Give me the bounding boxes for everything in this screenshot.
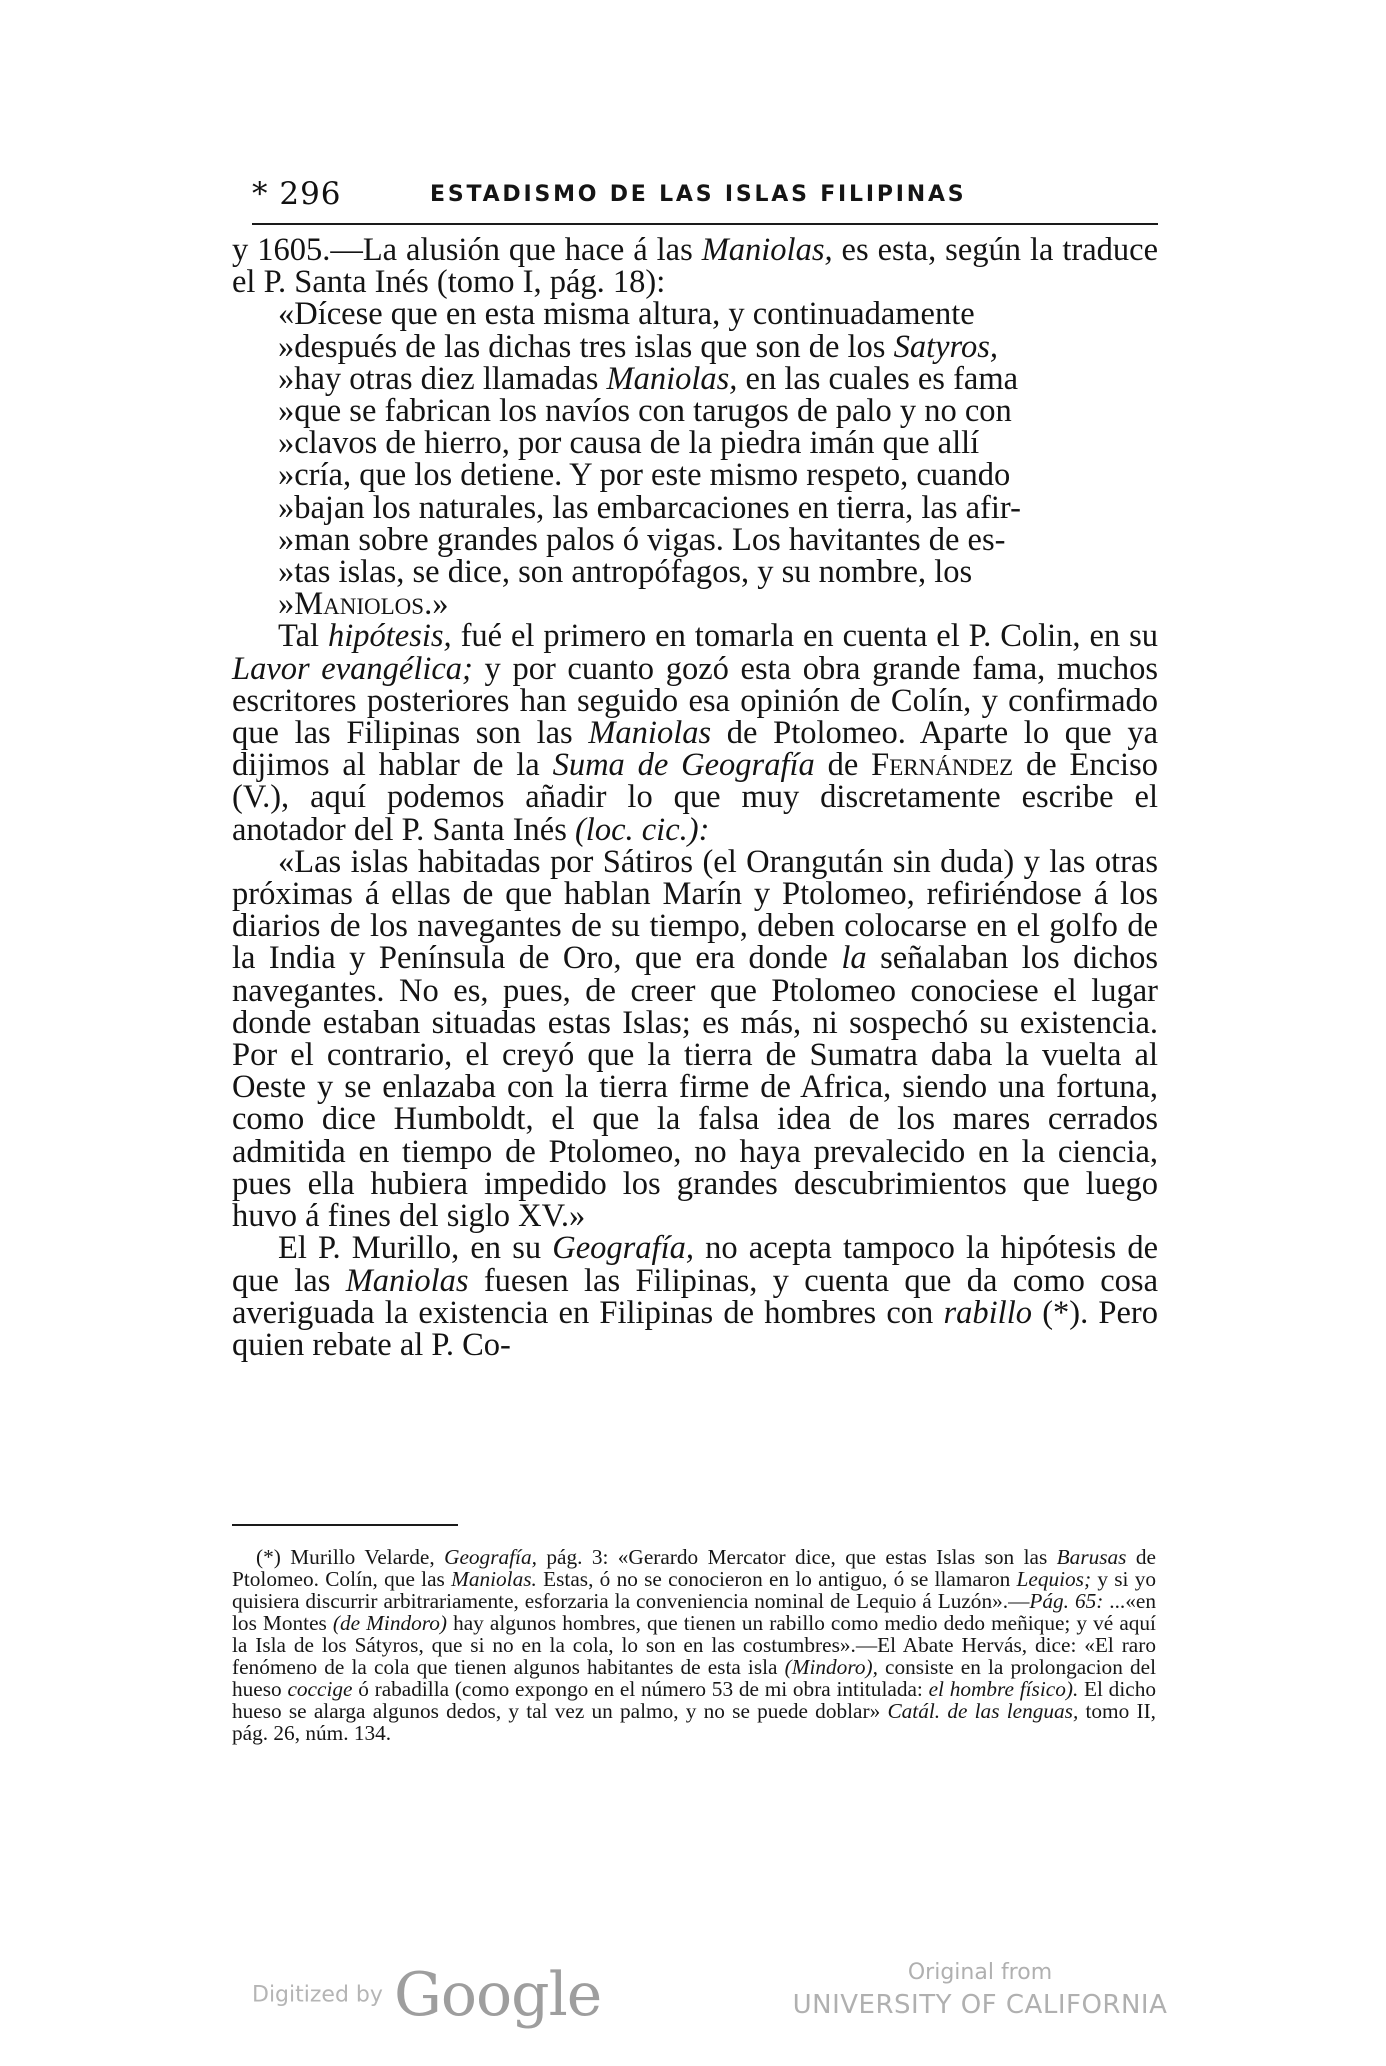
digitized-by-label: Digitized by <box>252 1982 383 2008</box>
running-title: ESTADISMO DE LAS ISLAS FILIPINAS <box>430 182 967 207</box>
original-from-label: Original from <box>907 1960 1053 1985</box>
footnote: (*) Murillo Velarde, Geografía, pág. 3: «Gerardo Mercator dice, que estas Islas son las Barusas de Ptolomeo. Colín, que las Maniolas. Estas, ó no se conocieron en lo antiguo, ó se llamaron Lequios; y si yo quisiera discurrir arbitrariamente, esforzaria la conveniencia nominal de Lequio á Luzón».—Pág. 65: ...«en los Montes (de Mindoro) hay algunos hombres, que tienen un rabillo como medio dedo meñique; y vé aquí la Isla de los Sátyros, que si no en la cola, lo son en las costumbres».—El Abate Hervás, dice: «El raro fenómeno de la cola que tienen algunos habitantes de esta isla (Mindoro), consiste en la prolongacion del hueso coccige ó rabadilla (como expongo en el número 53 de mi obra intitulada: el hombre físico). El dicho hueso se alarga algunos dedos, y tal vez un palmo, y no se puede doblar» Catál. de las lenguas, tomo II, pág. 26, núm. 134. <box>232 1545 1157 1745</box>
paragraph: «Las islas habitadas por Sátiros (el Orangután sin duda) y las otras próximas á ellas de que hablan Marín y Ptolomeo, refiriéndose á los diarios de los navegantes de su tiempo, deben colocarse en el golfo de la India y Península de Oro, que era donde la señalaban los dichos navegantes. No es, pues, de creer que Ptolomeo conociese el lugar donde estaban situadas estas Islas; es más, ni sospechó su existencia. Por el contrario, el creyó que la tierra de Sumatra daba la vuelta al Oeste y se enlazaba con la tierra firme de Africa, siendo una fortuna, como dice Humboldt, el que la falsa idea de los mares cerrados admitida en tiempo de Ptolomeo, no haya prevalecido en la ciencia, pues ella hubiera impedido los grandes descubrimientos que luego huvo á fines del siglo XV.» <box>232 843 1158 1235</box>
quote-block: «Dícese que en esta misma altura, y continuadamente »después de las dichas tres islas que son de los Satyros, »hay otras diez llamadas Maniolas, en las cuales es fama »que se fabrican los navíos con tarugos de palo y no con »clavos de hierro, por causa de la piedra imán que allí »cría, que los detiene. Y por este mismo respeto, cuando »bajan los naturales, las embarcaciones en tierra, las afir- »man sobre grandes palos ó vigas. Los havitantes de es- »tas islas, se dice, son antropófagos, y su nombre, los »Maniolos.» <box>278 296 1021 623</box>
footnote-rule <box>232 1524 458 1526</box>
header-rule <box>252 223 1158 225</box>
paragraph: Tal hipótesis, fué el primero en tomarla en cuenta el P. Colin, en su Lavor evangélica; y por cuanto gozó esta obra grande fama, muchos escritores posteriores han seguido esa opinión de Colín, y confirmado que las Filipinas son las Maniolas de Ptolomeo. Aparte lo que ya dijimos al hablar de la Suma de Geografía de Fernández de Enciso (V.), aquí podemos añadir lo que muy discretamente escribe el anotador del P. Santa Inés (loc. cic.): <box>232 618 1159 848</box>
institution-label: UNIVERSITY OF CALIFORNIA <box>792 1990 1168 2020</box>
paragraph: El P. Murillo, en su Geografía, no acepta tampoco la hipótesis de que las Maniolas fuesen las Filipinas, y cuenta que da como cosa averiguada la existencia en Filipinas de hombres con rabillo (*). Pero quien rebate al P. Co- <box>232 1230 1159 1363</box>
digitized-by-watermark <box>252 1960 601 2030</box>
google-logo: Google <box>394 1960 602 2030</box>
page-header <box>252 176 1158 216</box>
page-number: * 296 <box>252 176 342 212</box>
main-text <box>232 234 1158 1361</box>
original-from-watermark <box>790 1958 1170 2022</box>
paragraph: y 1605.—La alusión que hace á las Maniolas, es esta, según la traduce el P. Santa Inés (tomo I, pág. 18): <box>232 232 1158 301</box>
